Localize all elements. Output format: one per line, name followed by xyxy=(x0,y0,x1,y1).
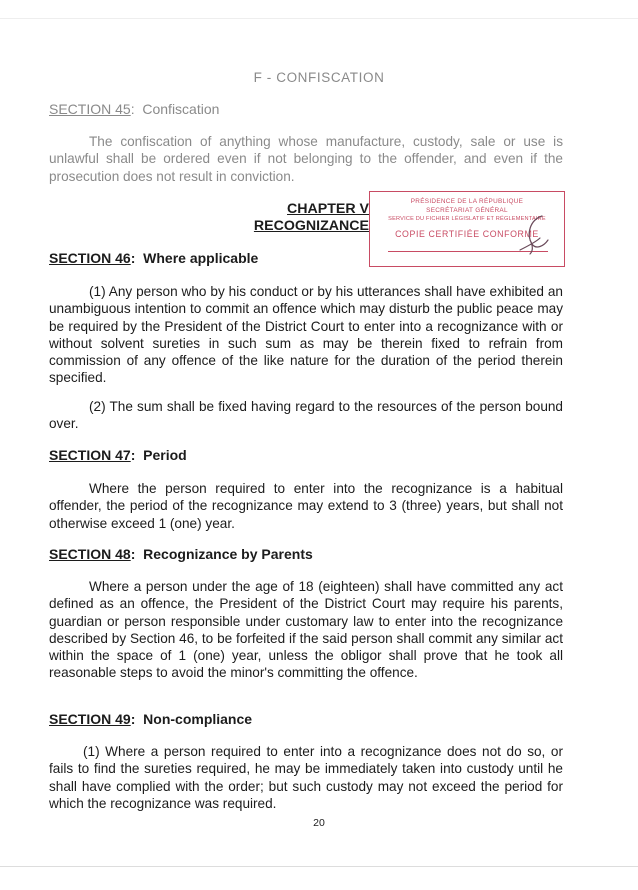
section-48-paragraph-1: Where a person under the age of 18 (eighteen) shall have committed any act defined as an offence, the President of the District Court may require his parents, guardian or person responsible under customary law to enter into the recognizance described by Section 46, to be forfeited if the said person shall commit any similar act within the space of 1 (one) year, unless the obligor shall prove that he took all reasonable steps to avoid the minor's committing the offence. xyxy=(49,579,563,681)
section-47-heading: SECTION 47: Period xyxy=(49,447,187,463)
section-45-heading: SECTION 45: Confiscation xyxy=(49,101,220,117)
section-title: Period xyxy=(143,447,187,463)
chapter-heading xyxy=(235,201,369,234)
stamp-line-2: SECRÉTARIAT GÉNÉRAL xyxy=(426,207,508,214)
page-number: 20 xyxy=(313,817,325,829)
section-number: SECTION 48 xyxy=(49,546,131,562)
stamp-line-3: SERVICE DU FICHIER LÉGISLATIF ET RÉGLEMENTAIRE xyxy=(388,216,546,222)
section-46-paragraph-1: (1) Any person who by his conduct or by his utterances shall have exhibited an unambiguous intention to commit an offence which may disturb the public peace may be required by the President of the District Court to enter into a recognizance with or without solvent sureties in such sum as may be therein fixed to refrain from commission of any offence of the like nature for the duration of the period therein specified. xyxy=(49,284,563,386)
section-46-heading: SECTION 46: Where applicable xyxy=(49,250,259,266)
section-number: SECTION 45 xyxy=(49,101,131,117)
section-title: Where applicable xyxy=(143,250,259,266)
page-top-edge xyxy=(0,18,638,19)
chapter-number: CHAPTER V xyxy=(287,201,369,217)
section-46-paragraph-2: (2) The sum shall be fixed having regard to the resources of the person bound over. xyxy=(49,399,563,432)
section-48-heading: SECTION 48: Recognizance by Parents xyxy=(49,546,313,562)
section-49-heading: SECTION 49: Non-compliance xyxy=(49,711,253,727)
section-47-paragraph-1: Where the person required to enter into the recognizance is a habitual offender, the period of the recognizance may extend to 3 (three) years, but shall not otherwise exceed 1 (one) year. xyxy=(49,481,563,531)
stamp-line-1: PRÉSIDENCE DE LA RÉPUBLIQUE xyxy=(410,198,524,205)
handwritten-signature-icon xyxy=(470,210,560,260)
part-title: F - CONFISCATION xyxy=(253,70,385,85)
section-number: SECTION 46 xyxy=(49,250,131,266)
section-title: Confiscation xyxy=(142,101,220,117)
stamp-line-4: COPIE CERTIFIÉE CONFORME xyxy=(395,229,539,239)
section-title: Recognizance by Parents xyxy=(143,546,313,562)
section-number: SECTION 49 xyxy=(49,711,131,727)
section-title: Non-compliance xyxy=(143,711,253,727)
section-number: SECTION 47 xyxy=(49,447,131,463)
chapter-title: RECOGNIZANCE xyxy=(253,217,369,234)
page-bottom-edge xyxy=(0,866,638,867)
section-49-paragraph-1: (1) Where a person required to enter into a recognizance does not do so, or fails to find the sureties required, he may be immediately taken into custody until he shall have complied with the order; but such custody may not exceed the period for which the recognizance was required. xyxy=(49,744,563,811)
certification-stamp xyxy=(369,191,565,267)
section-45-paragraph-1: The confiscation of anything whose manufacture, custody, sale or use is unlawful shall be ordered even if not belonging to the offender, and even if the prosecution does not result in conviction. xyxy=(49,134,563,184)
